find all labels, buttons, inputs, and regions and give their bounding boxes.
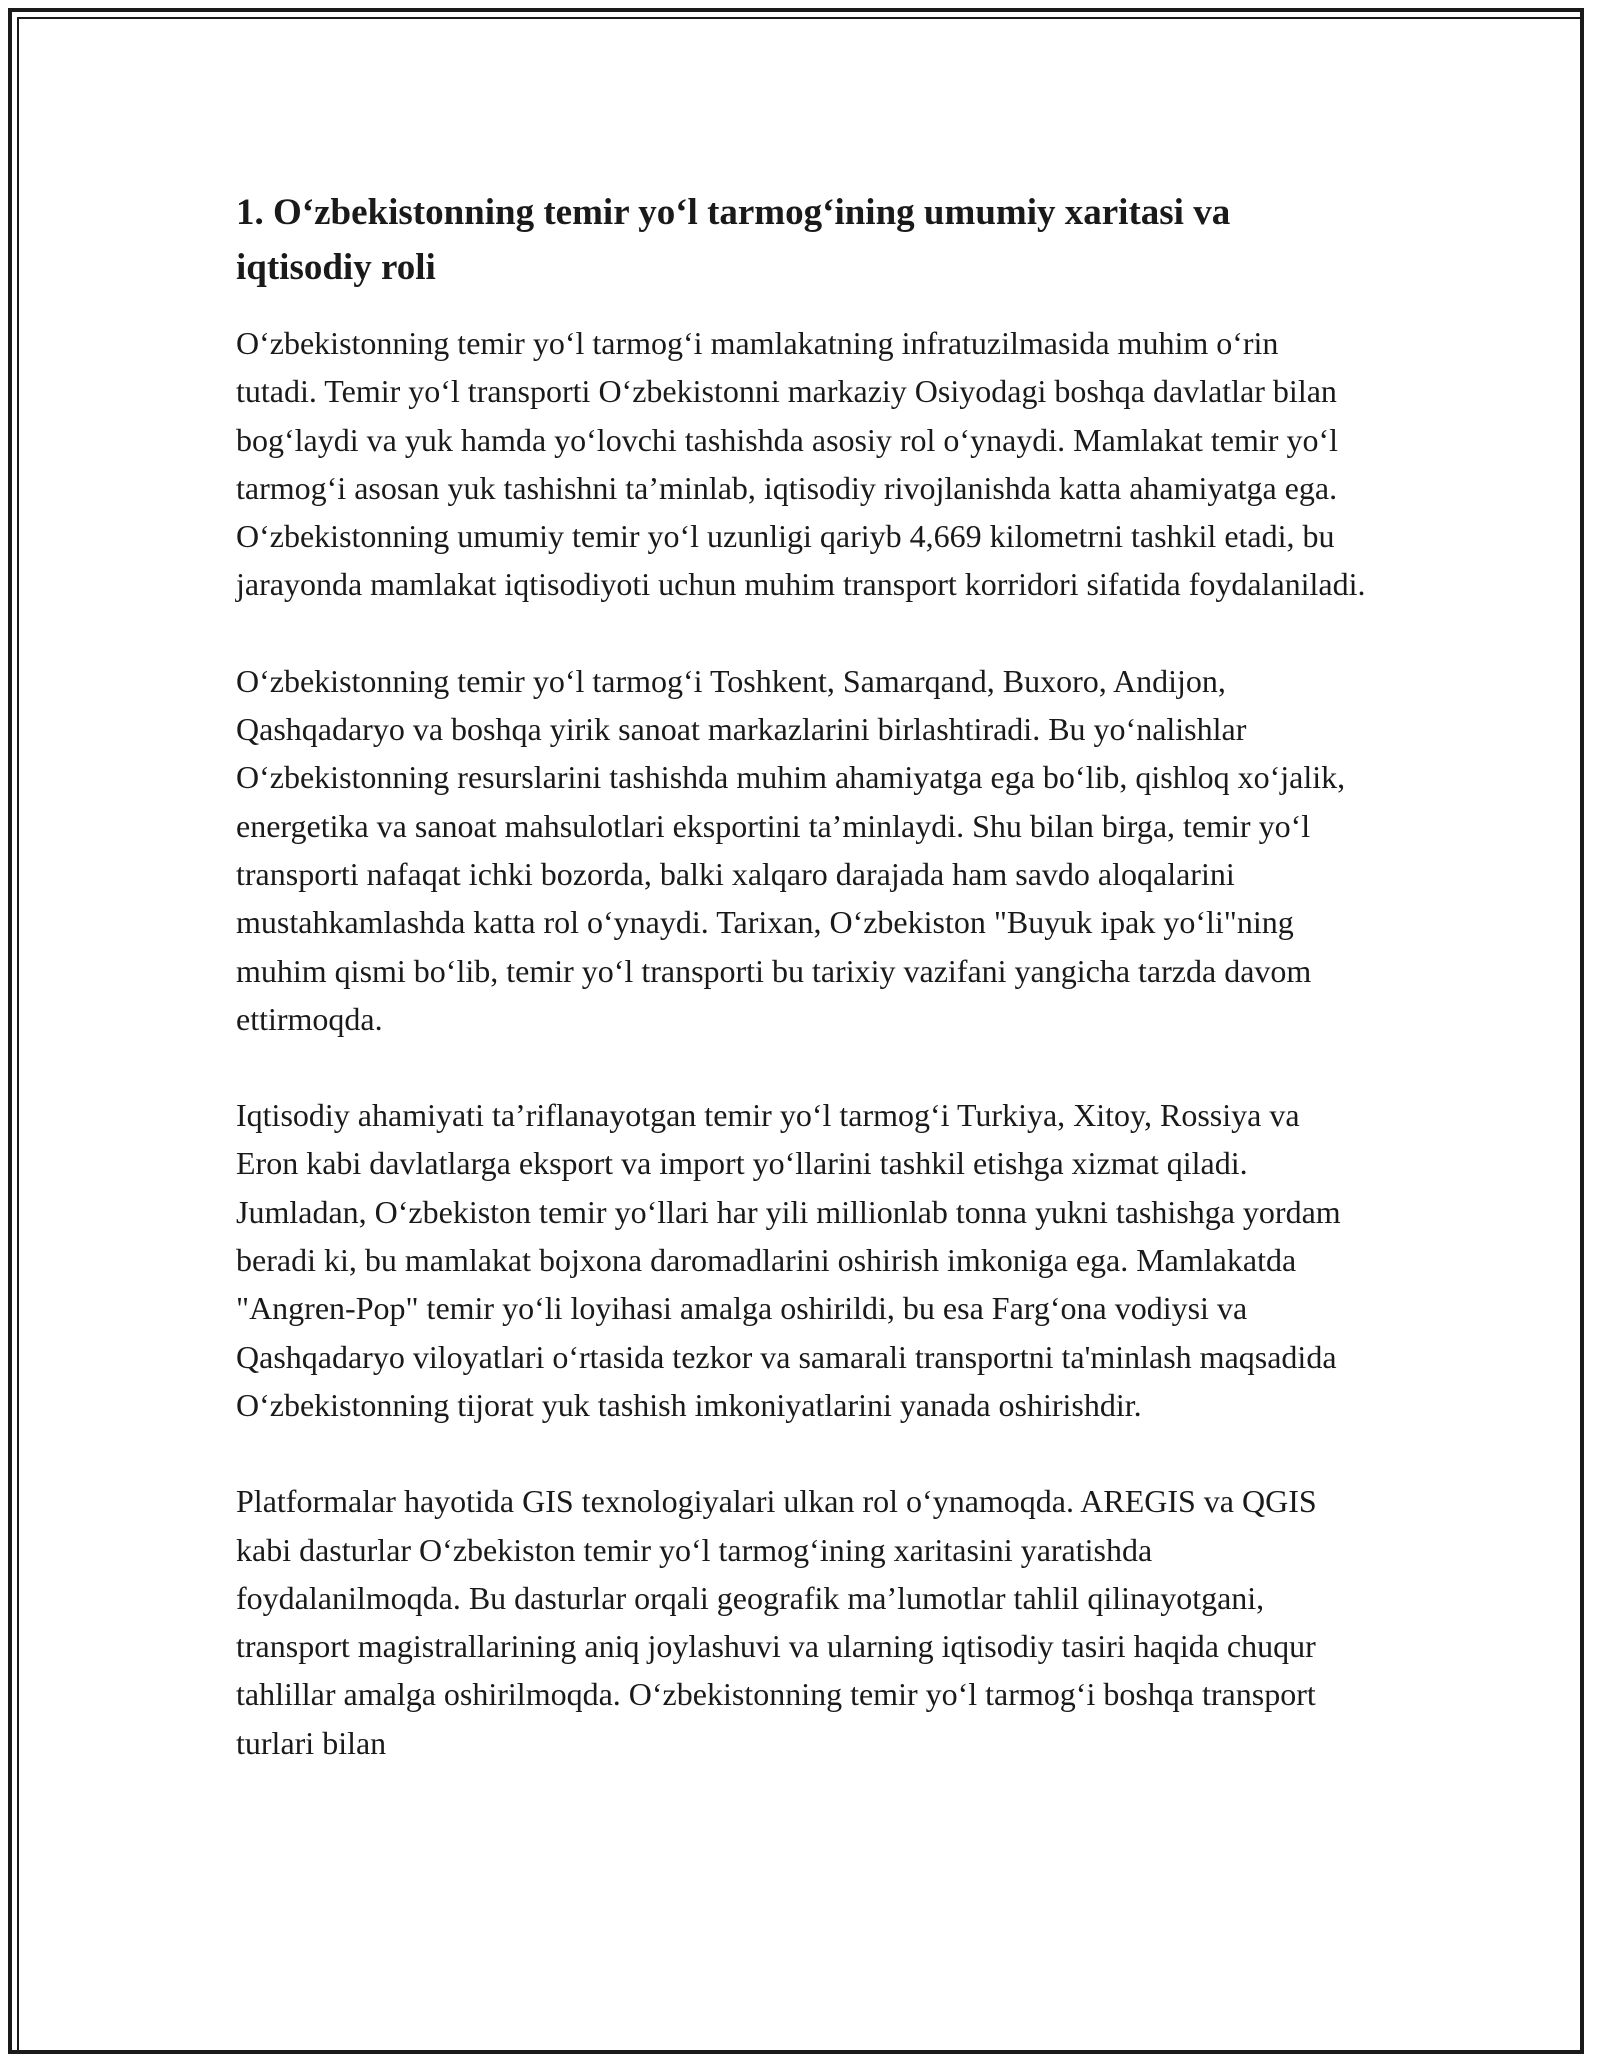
paragraph-4: Platformalar hayotida GIS texnologiyalari ulkan rol o‘ynamoqda. AREGIS va QGIS kabi dasturlar O‘zbekiston temir yo‘l tarmog‘ining xaritasini yaratishda foydalanilmoqda. Bu dasturlar orqali geografik ma’lumotlar tahlil qilinayotgani, transport magistrallarining aniq joylashuvi va ularning iqtisodiy tasiri haqida chuqur tahlillar amalga oshirilmoqda. O‘zbekistonning temir yo‘l tarmog‘i boshqa transport turlari bilan <box>236 1483 1317 1761</box>
document-body <box>236 185 1366 1767</box>
paragraph-3: Iqtisodiy ahamiyati ta’riflanayotgan temir yo‘l tarmog‘i Turkiya, Xitoy, Rossiya va Eron kabi davlatlarga eksport va import yo‘llarini tashkil etishga xizmat qiladi. Jumladan, O‘zbekiston temir yo‘llari har yili millionlab tonna yukni tashishga yordam beradi ki, bu mamlakat bojxona daromadlarini oshirish imkoniga ega. Mamlakatda "Angren-Pop" temir yo‘li loyihasi amalga oshirildi, bu esa Farg‘ona vodiysi va Qashqadaryo viloyatlari o‘rtasida tezkor va samarali transportni ta'minlash maqsadida O‘zbekistonning tijorat yuk tashish imkoniyatlarini yanada oshirishdir. <box>236 1097 1341 1423</box>
section-heading: 1. O‘zbekistonning temir yo‘l tarmog‘ining umumiy xaritasi va iqtisodiy roli <box>236 192 1231 288</box>
paragraph-2: O‘zbekistonning temir yo‘l tarmog‘i Toshkent, Samarqand, Buxoro, Andijon, Qashqadaryo va boshqa yirik sanoat markazlarini birlashtiradi. Bu yo‘nalishlar O‘zbekistonning resurslarini tashishda muhim ahamiyatga ega bo‘lib, qishloq xo‘jalik, energetika va sanoat mahsulotlari eksportini ta’minlaydi. Shu bilan birga, temir yo‘l transporti nafaqat ichki bozorda, balki xalqaro darajada ham savdo aloqalarini mustahkamlashda katta rol o‘ynaydi. Tarixan, O‘zbekiston "Buyuk ipak yo‘li"ning muhim qismi bo‘lib, temir yo‘l transporti bu tarixiy vazifani yangicha tarzda davom ettirmoqda. <box>236 662 1346 1037</box>
paragraph-1: O‘zbekistonning temir yo‘l tarmog‘i mamlakatning infratuzilmasida muhim o‘rin tutadi. Temir yo‘l transporti O‘zbekistonni markaziy Osiyodagi boshqa davlatlar bilan bog‘laydi va yuk hamda yo‘lovchi tashishda asosiy rol o‘ynaydi. Mamlakat temir yo‘l tarmog‘i asosan yuk tashishni ta’minlab, iqtisodiy rivojlanishda katta ahamiyatga ega. O‘zbekistonning umumiy temir yo‘l uzunligi qariyb 4,669 kilometrni tashkil etadi, bu jarayonda mamlakat iqtisodiyoti uchun muhim transport korridori sifatida foydalaniladi. <box>236 325 1366 603</box>
